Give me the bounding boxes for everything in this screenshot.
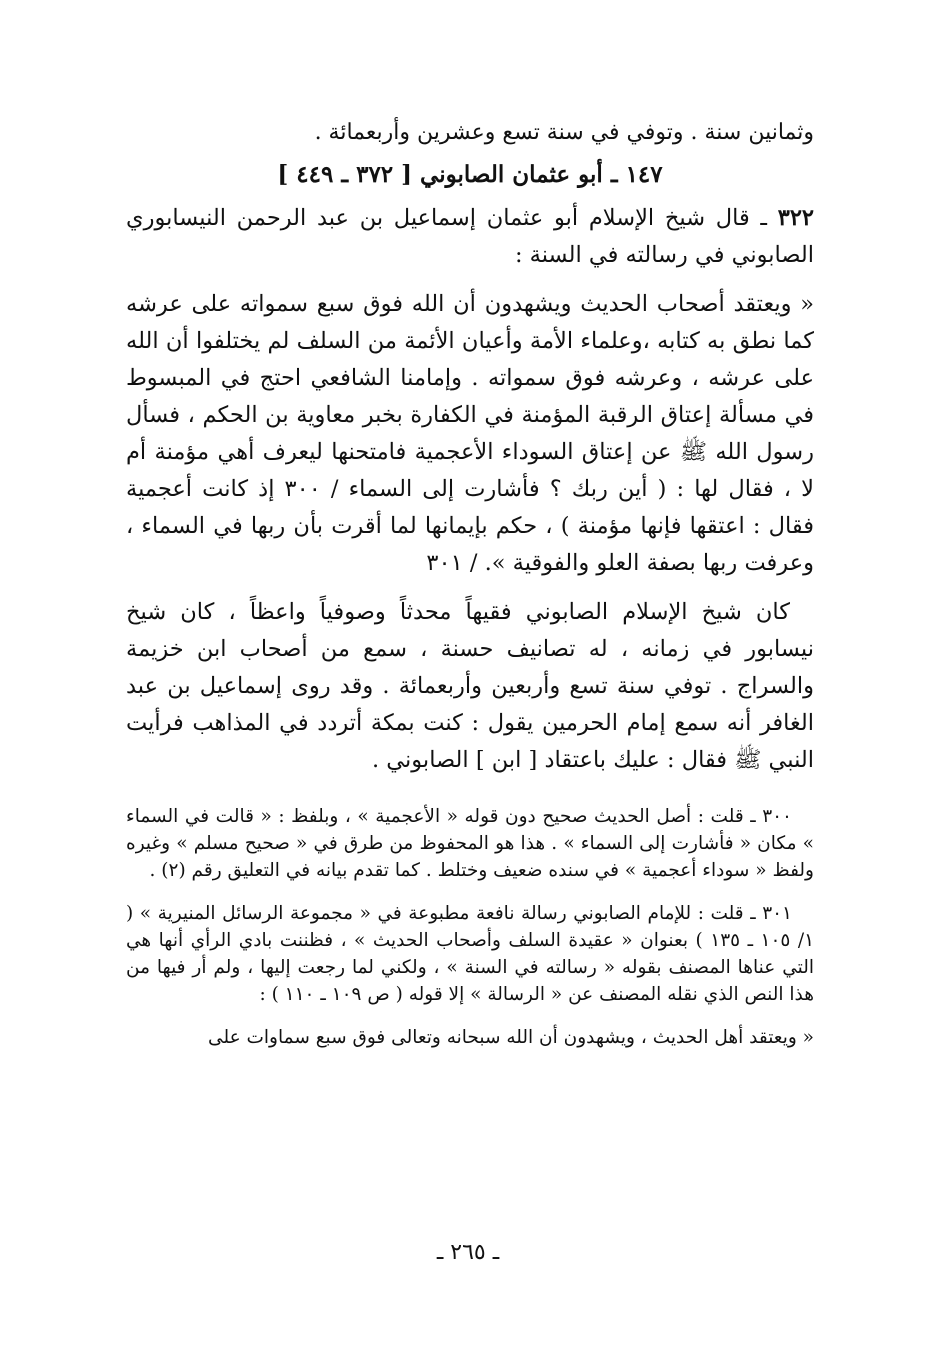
paragraph-number: ٣٢٢ [777,205,814,231]
footnotes-section [126,803,814,1051]
paragraph-322 [126,200,814,274]
page-body [126,118,814,1051]
continuation-line: وثمانين سنة . وتوفي في سنة تسع وعشرين وأربعمائة . [314,120,814,145]
footnote-continuation: « ويعتقد أهل الحديث ، ويشهدون أن الله سبحانه وتعالى فوق سبع سماوات على [208,1027,814,1048]
paragraph-text: ـ قال شيخ الإسلام أبو عثمان إسماعيل بن عبد الرحمن النيسابوري الصابوني في رسالته في السنة : [126,205,814,268]
biography-paragraph: كان شيخ الإسلام الصابوني فقيهاً محدثاً وصوفياً واعظاً ، كان شيخ نيسابور في زمانه ، له تصانيف حسنة ، سمع من أصحاب ابن خزيمة والسراج . توفي سنة تسع وأربعين وأربعمائة . وقد روى إسماعيل بن عبد الغافر أنه سمع إمام الحرمين يقول : كنت بمكة أتردد في المذاهب فرأيت النبي ﷺ فقال : عليك باعتقاد [ ابن ] الصابوني . [126,599,814,773]
footnote-300: ٣٠٠ ـ قلت : أصل الحديث صحيح دون قوله « الأعجمية » ، وبلفظ : « قالت في السماء » مكان « فأشارت إلى السماء » . هذا هو المحفوظ من طرق في « صحيح مسلم » وغيره ولفظ « سوداء أعجمية » في سنده ضعيف وختلط . كما تقدم بيانه في التعليق رقم (٢) . [126,806,814,881]
footnote-301: ٣٠١ ـ قلت : للإمام الصابوني رسالة نافعة مطبوعة في « مجموعة الرسائل المنيرية » ( ١/ ١٠٥ ـ ١٣٥ ) بعنوان « عقيدة السلف وأصحاب الحديث » ، فظننت بادي الرأي أنها هي التي عناها المصنف بقوله « رسالته في السنة » ، ولكني لما رجعت إليها ، ولم أر فيها من هذا النص الذي نقله المصنف عن « الرسالة » إلا قوله ( ص ١٠٩ ـ ١١٠ ) : [126,903,814,1005]
section-heading: ١٤٧ ـ أبو عثمان الصابوني [ ٣٧٢ ـ ٤٤٩ ] [277,161,663,188]
page-number: ـ ٢٦٥ ـ [436,1240,500,1265]
quote-paragraph: « ويعتقد أصحاب الحديث ويشهدون أن الله فوق سبع سمواته على عرشه كما نطق به كتابه ،وعلماء الأمة وأعيان الأئمة من السلف لم يختلفوا أن الله على عرشه ، وعرشه فوق سمواته . وإمامنا الشافعي احتج في المبسوط في مسألة إعتاق الرقبة المؤمنة في الكفارة بخبر معاوية بن الحكم ، فسأل رسول الله ﷺ عن إعتاق السوداء الأعجمية فامتحنها ليعرف أهي مؤمنة أم لا ، فقال لها : ( أين ربك ؟ فأشارت إلى السماء / ٣٠٠ إذ كانت أعجمية فقال : اعتقها فإنها مؤمنة ) ، حكم بإيمانها لما أقرت بأن ربها في السماء ، وعرفت ربها بصفة العلو والفوقية ». / ٣٠١ [126,291,814,576]
